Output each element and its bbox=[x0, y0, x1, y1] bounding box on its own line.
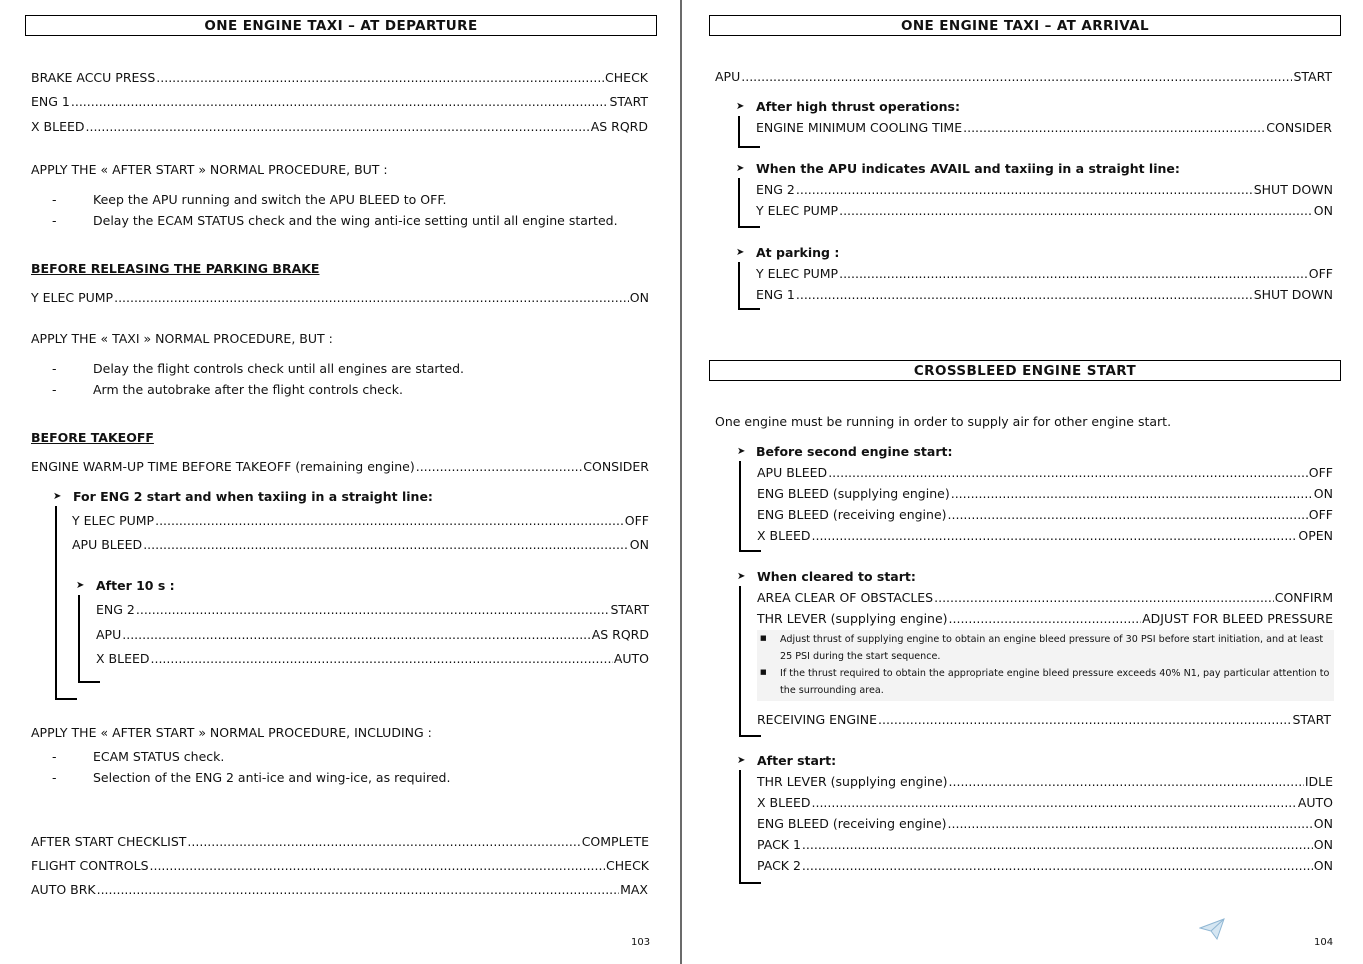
row-label: ENGINE WARM-UP TIME BEFORE TAKEOFF (remaining engine) bbox=[31, 459, 415, 474]
list-item-text: Selection of the ENG 2 anti-ice and wing-ice, as required. bbox=[93, 770, 451, 785]
row-value: AUTO bbox=[613, 651, 649, 666]
row-label: ENG 1 bbox=[756, 287, 795, 302]
leader-dots bbox=[151, 650, 613, 668]
row-value: OFF bbox=[1308, 507, 1333, 522]
row-value: CONFIRM bbox=[1274, 590, 1333, 605]
arrowhead-bullet-icon: ➤ bbox=[737, 446, 746, 457]
row-value: START bbox=[609, 94, 648, 109]
section-title-arrival: ONE ENGINE TAXI – AT ARRIVAL bbox=[709, 15, 1341, 36]
row-label: RECEIVING ENGINE bbox=[757, 712, 878, 727]
leader-dots bbox=[812, 794, 1297, 812]
checklist-row bbox=[757, 773, 1333, 791]
row-value: OPEN bbox=[1298, 528, 1333, 543]
row-value: IDLE bbox=[1304, 774, 1333, 789]
bracket-line bbox=[738, 178, 740, 228]
checklist-row bbox=[757, 815, 1333, 833]
row-label: AUTO BRK bbox=[31, 882, 96, 897]
sub-procedure-heading: After high thrust operations: bbox=[756, 99, 960, 114]
row-label: Y ELEC PUMP bbox=[31, 290, 114, 305]
row-value: COMPLETE bbox=[581, 834, 649, 849]
bracket-foot bbox=[739, 882, 761, 884]
checklist-row bbox=[757, 527, 1333, 545]
row-label: X BLEED bbox=[96, 651, 150, 666]
page-spine-divider bbox=[680, 0, 682, 964]
leader-dots bbox=[156, 69, 604, 87]
row-value: CONSIDER bbox=[1266, 120, 1332, 135]
arrowhead-bullet-icon: ➤ bbox=[76, 580, 85, 591]
dash-bullet: - bbox=[52, 213, 57, 228]
leader-dots bbox=[948, 815, 1313, 833]
bracket-foot bbox=[738, 308, 760, 310]
leader-dots bbox=[136, 601, 610, 619]
section-heading-parking-brake: BEFORE RELEASING THE PARKING BRAKE bbox=[31, 261, 320, 276]
row-value: ON bbox=[629, 537, 649, 552]
arrowhead-bullet-icon: ➤ bbox=[736, 163, 745, 174]
leader-dots bbox=[951, 485, 1313, 503]
row-value: START bbox=[1292, 712, 1331, 727]
row-label: ENG 2 bbox=[756, 182, 795, 197]
checklist-row bbox=[31, 118, 648, 136]
list-item bbox=[52, 769, 450, 787]
row-value: ON bbox=[1313, 486, 1333, 501]
checklist-row bbox=[756, 265, 1333, 283]
note-text: If the thrust required to obtain the appropriate engine bleed pressure exceeds 40% N1, pay particular attention to the surrounding area. bbox=[780, 668, 1330, 696]
crossbleed-intro-text: One engine must be running in order to supply air for other engine start. bbox=[715, 414, 1172, 429]
square-bullet-icon: ■ bbox=[760, 634, 767, 642]
arrowhead-bullet-icon: ➤ bbox=[737, 571, 746, 582]
dash-bullet: - bbox=[52, 382, 57, 397]
list-item bbox=[52, 360, 464, 378]
row-label: Y ELEC PUMP bbox=[756, 203, 839, 218]
sub-procedure-heading: For ENG 2 start and when taxiing in a straight line: bbox=[73, 489, 433, 504]
leader-dots bbox=[71, 93, 609, 111]
row-label: ENG BLEED (receiving engine) bbox=[757, 816, 947, 831]
bracket-line bbox=[738, 116, 740, 148]
row-label: ENG BLEED (receiving engine) bbox=[757, 507, 947, 522]
row-value: OFF bbox=[624, 513, 649, 528]
bracket-line bbox=[738, 262, 740, 310]
row-label: FLIGHT CONTROLS bbox=[31, 858, 149, 873]
row-label: Y ELEC PUMP bbox=[72, 513, 155, 528]
leader-dots bbox=[150, 857, 606, 875]
row-label: ENG 1 bbox=[31, 94, 70, 109]
bracket-foot bbox=[739, 735, 761, 737]
bracket-line bbox=[739, 586, 741, 737]
leader-dots bbox=[934, 589, 1274, 607]
leader-dots bbox=[949, 610, 1142, 628]
list-item-text: Delay the ECAM STATUS check and the wing anti-ice setting until all engine started. bbox=[93, 213, 618, 228]
leader-dots bbox=[839, 265, 1308, 283]
procedure-instruction: APPLY THE « AFTER START » NORMAL PROCEDURE, INCLUDING : bbox=[31, 725, 432, 740]
page-number: 104 bbox=[1314, 937, 1334, 948]
checklist-row bbox=[31, 289, 649, 307]
note-text: Adjust thrust of supplying engine to obtain an engine bleed pressure of 30 PSI before start initiation, and at least 25 PSI during the start sequence. bbox=[780, 634, 1324, 662]
row-value: CHECK bbox=[606, 858, 649, 873]
checklist-row bbox=[96, 626, 649, 644]
dash-bullet: - bbox=[52, 770, 57, 785]
row-value: AS RQRD bbox=[590, 119, 648, 134]
checklist-row bbox=[756, 119, 1332, 137]
bracket-foot bbox=[739, 550, 761, 552]
bracket-foot bbox=[738, 146, 760, 148]
arrowhead-bullet-icon: ➤ bbox=[53, 491, 62, 502]
checklist-row bbox=[757, 485, 1333, 503]
row-value: ON bbox=[1313, 816, 1333, 831]
row-label: THR LEVER (supplying engine) bbox=[757, 774, 948, 789]
leader-dots bbox=[155, 512, 624, 530]
row-value: AUTO bbox=[1297, 795, 1333, 810]
leader-dots bbox=[802, 857, 1313, 875]
sub-procedure-heading: After start: bbox=[757, 753, 837, 768]
sub-procedure-heading: At parking : bbox=[756, 245, 840, 260]
row-label: AREA CLEAR OF OBSTACLES bbox=[757, 590, 934, 605]
checklist-row bbox=[756, 202, 1333, 220]
list-item bbox=[52, 191, 446, 209]
row-value: ON bbox=[1313, 203, 1333, 218]
row-label: ENGINE MINIMUM COOLING TIME bbox=[756, 120, 963, 135]
row-value: START bbox=[1293, 69, 1332, 84]
list-item-text: Delay the flight controls check until all engines are started. bbox=[93, 361, 465, 376]
leader-dots bbox=[802, 836, 1313, 854]
section-title-departure: ONE ENGINE TAXI – AT DEPARTURE bbox=[25, 15, 657, 36]
checklist-row bbox=[72, 536, 649, 554]
checklist-row bbox=[31, 69, 648, 87]
row-label: X BLEED bbox=[757, 795, 811, 810]
bracket-line bbox=[78, 595, 80, 683]
row-value: AS RQRD bbox=[591, 627, 649, 642]
checklist-row bbox=[31, 458, 649, 476]
leader-dots bbox=[122, 626, 590, 644]
section-title-crossbleed: CROSSBLEED ENGINE START bbox=[709, 360, 1341, 381]
checklist-row bbox=[757, 464, 1333, 482]
checklist-row bbox=[31, 857, 649, 875]
bracket-foot bbox=[78, 681, 100, 683]
section-heading-before-takeoff: BEFORE TAKEOFF bbox=[31, 430, 154, 445]
row-label: THR LEVER (supplying engine) bbox=[757, 611, 948, 626]
row-label: X BLEED bbox=[31, 119, 85, 134]
list-item-text: Keep the APU running and switch the APU BLEED to OFF. bbox=[93, 192, 447, 207]
bracket-line bbox=[55, 506, 57, 700]
leader-dots bbox=[796, 286, 1253, 304]
procedure-instruction: APPLY THE « AFTER START » NORMAL PROCEDURE, BUT : bbox=[31, 162, 388, 177]
leader-dots bbox=[416, 458, 583, 476]
row-label: AFTER START CHECKLIST bbox=[31, 834, 187, 849]
row-value: ADJUST FOR BLEED PRESSURE bbox=[1142, 611, 1333, 626]
bracket-line bbox=[739, 461, 741, 552]
leader-dots bbox=[114, 289, 629, 307]
leader-dots bbox=[948, 506, 1308, 524]
row-value: START bbox=[610, 602, 649, 617]
row-label: APU BLEED bbox=[72, 537, 143, 552]
bracket-foot bbox=[738, 226, 760, 228]
checklist-row bbox=[757, 711, 1331, 729]
dash-bullet: - bbox=[52, 749, 57, 764]
checklist-row bbox=[757, 857, 1333, 875]
leader-dots bbox=[828, 464, 1308, 482]
checklist-row bbox=[757, 506, 1333, 524]
row-label: PACK 2 bbox=[757, 858, 801, 873]
leader-dots bbox=[812, 527, 1298, 545]
sub-procedure-heading: After 10 s : bbox=[96, 578, 175, 593]
leader-dots bbox=[949, 773, 1304, 791]
row-value: SHUT DOWN bbox=[1253, 287, 1333, 302]
row-value: ON bbox=[629, 290, 649, 305]
checklist-row bbox=[757, 589, 1333, 607]
bracket-line bbox=[739, 770, 741, 884]
list-item bbox=[52, 212, 618, 230]
row-label: ENG 2 bbox=[96, 602, 135, 617]
checklist-row bbox=[756, 286, 1333, 304]
checklist-row bbox=[756, 181, 1333, 199]
paper-plane-icon bbox=[1199, 918, 1225, 940]
sub-procedure-heading: When the APU indicates AVAIL and taxiing in a straight line: bbox=[756, 161, 1180, 176]
list-item-text: Arm the autobrake after the flight controls check. bbox=[93, 382, 403, 397]
checklist-row bbox=[757, 836, 1333, 854]
leader-dots bbox=[86, 118, 590, 136]
leader-dots bbox=[741, 68, 1292, 86]
page-number: 103 bbox=[631, 937, 651, 948]
row-label: BRAKE ACCU PRESS bbox=[31, 70, 156, 85]
leader-dots bbox=[97, 881, 619, 899]
square-bullet-icon: ■ bbox=[760, 668, 767, 676]
row-label: Y ELEC PUMP bbox=[756, 266, 839, 281]
row-value: OFF bbox=[1308, 465, 1333, 480]
dash-bullet: - bbox=[52, 361, 57, 376]
row-value: SHUT DOWN bbox=[1253, 182, 1333, 197]
row-value: ON bbox=[1313, 858, 1333, 873]
arrowhead-bullet-icon: ➤ bbox=[736, 247, 745, 258]
row-label: X BLEED bbox=[757, 528, 811, 543]
arrowhead-bullet-icon: ➤ bbox=[737, 755, 746, 766]
sub-procedure-heading: When cleared to start: bbox=[757, 569, 916, 584]
row-value: CONSIDER bbox=[583, 459, 649, 474]
leader-dots bbox=[839, 202, 1313, 220]
row-value: MAX bbox=[620, 882, 648, 897]
arrowhead-bullet-icon: ➤ bbox=[736, 101, 745, 112]
row-label: APU bbox=[96, 627, 122, 642]
checklist-row bbox=[715, 68, 1332, 86]
checklist-row bbox=[96, 650, 649, 668]
sub-procedure-heading: Before second engine start: bbox=[756, 444, 953, 459]
list-item-text: ECAM STATUS check. bbox=[93, 749, 225, 764]
leader-dots bbox=[187, 833, 580, 851]
checklist-row bbox=[72, 512, 649, 530]
row-label: APU BLEED bbox=[757, 465, 828, 480]
leader-dots bbox=[796, 181, 1253, 199]
checklist-row bbox=[96, 601, 649, 619]
row-value: OFF bbox=[1308, 266, 1333, 281]
row-value: CHECK bbox=[605, 70, 648, 85]
checklist-row bbox=[757, 610, 1333, 628]
procedure-instruction: APPLY THE « TAXI » NORMAL PROCEDURE, BUT : bbox=[31, 331, 333, 346]
list-item bbox=[52, 381, 403, 399]
row-label: PACK 1 bbox=[757, 837, 801, 852]
checklist-row bbox=[31, 881, 648, 899]
checklist-row bbox=[757, 794, 1333, 812]
bracket-foot bbox=[55, 698, 77, 700]
row-label: APU bbox=[715, 69, 741, 84]
leader-dots bbox=[878, 711, 1291, 729]
leader-dots bbox=[143, 536, 629, 554]
list-item bbox=[52, 748, 224, 766]
row-label: ENG BLEED (supplying engine) bbox=[757, 486, 950, 501]
dash-bullet: - bbox=[52, 192, 57, 207]
checklist-row bbox=[31, 833, 649, 851]
row-value: ON bbox=[1313, 837, 1333, 852]
checklist-row bbox=[31, 93, 648, 111]
leader-dots bbox=[963, 119, 1265, 137]
